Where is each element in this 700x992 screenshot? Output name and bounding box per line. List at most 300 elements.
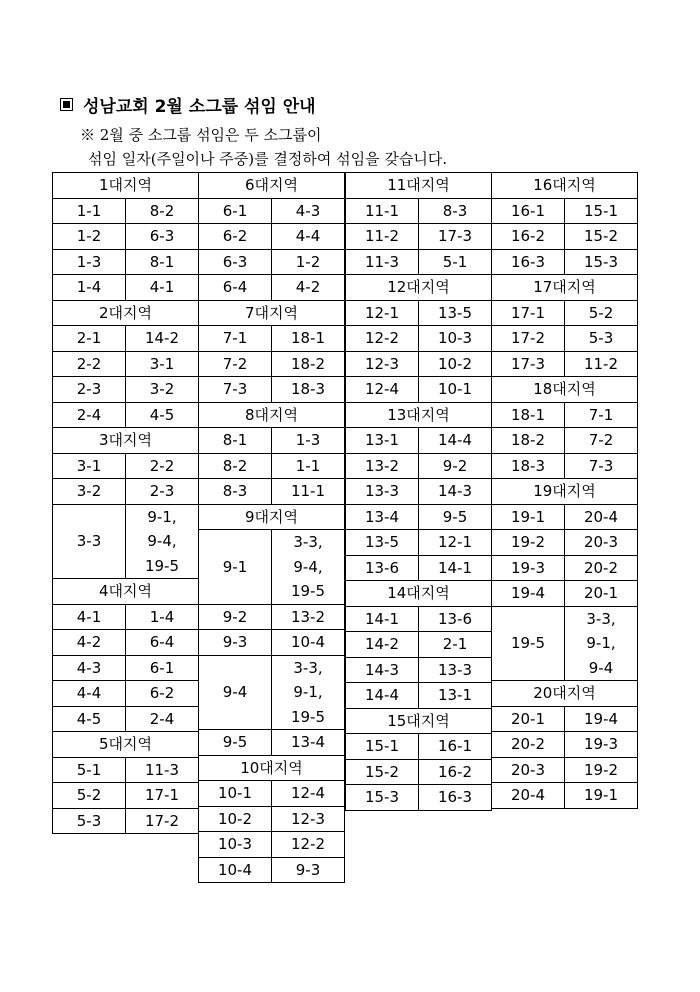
- partner-cell: [272, 806, 345, 832]
- partner-cell: [565, 300, 638, 326]
- pairing-row: [346, 785, 492, 811]
- partner-text: 13-2: [290, 607, 326, 626]
- group-cell: 1-1: [53, 198, 126, 224]
- group-cell: 20-3: [492, 757, 565, 783]
- partner-cell: [565, 504, 638, 530]
- group-cell: 11-1: [346, 198, 419, 224]
- partner-text: 14-4: [437, 431, 473, 450]
- group-cell: 10-3: [199, 832, 272, 858]
- region-header: 14대지역: [346, 581, 492, 607]
- group-cell: 7-1: [199, 326, 272, 352]
- partner-text: 1-3: [295, 431, 321, 450]
- pairing-row: [53, 198, 199, 224]
- partner-cell: [126, 630, 199, 656]
- partner-cell: [565, 581, 638, 607]
- group-cell: 11-2: [346, 224, 419, 250]
- region-header-row: [53, 579, 199, 605]
- group-cell: 10-1: [199, 781, 272, 807]
- partner-text: 9-4,: [147, 532, 177, 550]
- group-cell: 19-3: [492, 555, 565, 581]
- partner-cell: [272, 655, 345, 730]
- pairing-row: [492, 530, 638, 556]
- partner-cell: [565, 249, 638, 275]
- group-cell: 13-4: [346, 504, 419, 530]
- pairing-row: [492, 504, 638, 530]
- partner-cell: [126, 326, 199, 352]
- partner-cell: [419, 606, 492, 632]
- region-header: 15대지역: [346, 708, 492, 734]
- group-cell: 9-4: [199, 655, 272, 730]
- partner-text: 16-2: [437, 762, 473, 781]
- region-column-3: [345, 172, 492, 811]
- region-header-row: [346, 402, 492, 428]
- pairing-row: [492, 732, 638, 758]
- partner-cell: [419, 198, 492, 224]
- partner-cell: [272, 530, 345, 605]
- pairing-row: [346, 479, 492, 505]
- partner-cell: [126, 351, 199, 377]
- region-header-row: [53, 173, 199, 199]
- partner-text: 19-5: [290, 582, 326, 600]
- partner-text: 3-1: [149, 354, 175, 373]
- region-header: 6대지역: [199, 173, 345, 199]
- pairing-table: [52, 172, 199, 834]
- partner-text: 9-1,: [293, 683, 323, 701]
- partner-cell: [126, 377, 199, 403]
- region-header-row: [492, 275, 638, 301]
- partner-text: 12-3: [290, 809, 326, 828]
- group-cell: 8-2: [199, 453, 272, 479]
- group-cell: 5-1: [53, 757, 126, 783]
- partner-cell: [272, 630, 345, 656]
- group-cell: 18-3: [492, 453, 565, 479]
- pairing-row: [199, 224, 345, 250]
- group-cell: 2-3: [53, 377, 126, 403]
- partner-text: 9-3: [295, 860, 321, 879]
- group-cell: 4-1: [53, 604, 126, 630]
- region-header: 18대지역: [492, 377, 638, 403]
- pairing-row: [492, 555, 638, 581]
- partner-cell: [126, 224, 199, 250]
- partner-text: 4-4: [295, 227, 321, 246]
- partner-text: 13-3: [437, 660, 473, 679]
- pairing-row: [492, 300, 638, 326]
- pairing-row: [53, 453, 199, 479]
- partner-text: 20-1: [583, 584, 619, 603]
- partner-text: 5-3: [588, 329, 614, 348]
- partner-cell: [419, 249, 492, 275]
- square-bullet-icon: [60, 98, 73, 111]
- partner-text: 10-3: [437, 329, 473, 348]
- group-cell: 19-2: [492, 530, 565, 556]
- partner-text: 9-5: [442, 507, 468, 526]
- partner-text: 1-1: [295, 456, 321, 475]
- region-column-4: [491, 172, 638, 809]
- partner-cell: [126, 504, 199, 579]
- partner-cell: [126, 249, 199, 275]
- partner-text: 2-3: [149, 482, 175, 501]
- note-line-1: ※ 2월 중 소그룹 섞임은 두 소그룹이: [80, 126, 322, 144]
- partner-cell: [126, 402, 199, 428]
- partner-cell: [272, 428, 345, 454]
- pairing-row: [53, 681, 199, 707]
- pairing-row: [199, 275, 345, 301]
- region-header: 20대지역: [492, 681, 638, 707]
- pairing-row: [346, 555, 492, 581]
- partner-text: 9-1,: [147, 507, 177, 526]
- partner-cell: [272, 198, 345, 224]
- group-cell: 11-3: [346, 249, 419, 275]
- group-cell: 9-1: [199, 530, 272, 605]
- partner-text: 10-1: [437, 380, 473, 399]
- group-cell: 14-1: [346, 606, 419, 632]
- partner-text: 5-1: [442, 252, 468, 271]
- group-cell: 2-1: [53, 326, 126, 352]
- partner-text: 6-1: [149, 658, 175, 677]
- group-cell: 20-2: [492, 732, 565, 758]
- partner-cell: [565, 555, 638, 581]
- partner-cell: [126, 808, 199, 834]
- partner-text: 8-3: [442, 201, 468, 220]
- partner-cell: [565, 224, 638, 250]
- pairing-row: [53, 808, 199, 834]
- group-cell: 7-3: [199, 377, 272, 403]
- partner-cell: [565, 402, 638, 428]
- group-cell: 18-2: [492, 428, 565, 454]
- group-cell: 3-1: [53, 453, 126, 479]
- pairing-row: [53, 275, 199, 301]
- partner-cell: [419, 326, 492, 352]
- region-column-1: [52, 172, 199, 834]
- group-cell: 1-4: [53, 275, 126, 301]
- group-cell: 5-3: [53, 808, 126, 834]
- partner-cell: [126, 479, 199, 505]
- group-cell: 19-1: [492, 504, 565, 530]
- pairing-row: [346, 504, 492, 530]
- pairing-row: [53, 351, 199, 377]
- partner-text: 19-3: [583, 735, 619, 754]
- region-header: 12대지역: [346, 275, 492, 301]
- region-header: 2대지역: [53, 300, 199, 326]
- pairing-row: [346, 300, 492, 326]
- partner-text: 7-3: [588, 456, 614, 475]
- group-cell: 17-2: [492, 326, 565, 352]
- group-cell: 19-5: [492, 606, 565, 681]
- group-cell: 20-1: [492, 706, 565, 732]
- group-cell: 8-3: [199, 479, 272, 505]
- region-header-row: [53, 732, 199, 758]
- notice-title: 성남교회 2월 소그룹 섞임 안내: [83, 97, 316, 117]
- partner-text: 18-3: [290, 380, 326, 399]
- pairing-row: [346, 326, 492, 352]
- partner-text: 20-2: [583, 558, 619, 577]
- partner-text: 8-2: [149, 201, 175, 220]
- partner-text: 11-2: [583, 354, 619, 373]
- group-cell: 2-2: [53, 351, 126, 377]
- pairing-row: [53, 706, 199, 732]
- group-cell: 12-1: [346, 300, 419, 326]
- pairing-table: [491, 172, 638, 809]
- pairing-row: [346, 377, 492, 403]
- partner-cell: [419, 428, 492, 454]
- partner-cell: [565, 606, 638, 681]
- group-cell: 8-1: [199, 428, 272, 454]
- partner-cell: [126, 706, 199, 732]
- pairing-row: [346, 759, 492, 785]
- partner-text: 4-3: [295, 201, 321, 220]
- group-cell: 9-3: [199, 630, 272, 656]
- pairing-row: [53, 377, 199, 403]
- region-header-row: [199, 504, 345, 530]
- region-header-row: [199, 755, 345, 781]
- partner-text: 1-2: [295, 252, 321, 271]
- partner-cell: [272, 604, 345, 630]
- pairing-row: [346, 249, 492, 275]
- pairing-row: [53, 224, 199, 250]
- partner-cell: [126, 198, 199, 224]
- region-header: 13대지역: [346, 402, 492, 428]
- notice-header: [60, 92, 447, 171]
- partner-cell: [565, 706, 638, 732]
- partner-cell: [419, 300, 492, 326]
- partner-text: 4-1: [149, 278, 175, 297]
- partner-cell: [565, 198, 638, 224]
- notice-note: [60, 123, 447, 171]
- group-cell: 16-1: [492, 198, 565, 224]
- group-cell: 13-2: [346, 453, 419, 479]
- group-cell: 20-4: [492, 783, 565, 809]
- partner-text: 2-4: [149, 709, 175, 728]
- partner-text: 15-1: [583, 201, 619, 220]
- group-cell: 16-3: [492, 249, 565, 275]
- partner-text: 16-3: [437, 788, 473, 807]
- pairing-row: [53, 757, 199, 783]
- partner-text: 2-1: [442, 635, 468, 654]
- partner-cell: [565, 351, 638, 377]
- region-header: 8대지역: [199, 402, 345, 428]
- pairing-row: [346, 198, 492, 224]
- group-cell: 3-2: [53, 479, 126, 505]
- partner-text: 7-1: [588, 405, 614, 424]
- partner-cell: [419, 224, 492, 250]
- pairing-row: [199, 806, 345, 832]
- partner-cell: [126, 275, 199, 301]
- group-cell: 17-1: [492, 300, 565, 326]
- group-cell: 13-3: [346, 479, 419, 505]
- pairing-row: [199, 604, 345, 630]
- group-cell: 14-4: [346, 683, 419, 709]
- partner-text: 4-2: [295, 278, 321, 297]
- region-header-row: [53, 428, 199, 454]
- region-header-row: [199, 300, 345, 326]
- pairing-row: [199, 198, 345, 224]
- pairing-row: [492, 224, 638, 250]
- region-header: 7대지역: [199, 300, 345, 326]
- pairing-table: [198, 172, 345, 883]
- group-cell: 14-2: [346, 632, 419, 658]
- partner-cell: [419, 530, 492, 556]
- region-column-2: [198, 172, 345, 883]
- partner-cell: [565, 428, 638, 454]
- pairing-row: [492, 402, 638, 428]
- pairing-row: [492, 428, 638, 454]
- pairing-row: [199, 730, 345, 756]
- pairing-row: [199, 377, 345, 403]
- group-cell: 2-4: [53, 402, 126, 428]
- group-cell: 6-1: [199, 198, 272, 224]
- region-header-row: [492, 479, 638, 505]
- partner-text: 2-2: [149, 456, 175, 475]
- pairing-row: [346, 606, 492, 632]
- partner-text: 19-5: [144, 556, 180, 575]
- partner-cell: [272, 781, 345, 807]
- partner-cell: [419, 555, 492, 581]
- partner-text: 17-1: [144, 786, 180, 805]
- pairing-row: [199, 428, 345, 454]
- partner-cell: [419, 377, 492, 403]
- group-cell: 9-2: [199, 604, 272, 630]
- partner-cell: [272, 857, 345, 883]
- partner-text: 9-1,: [586, 634, 616, 652]
- partner-cell: [565, 732, 638, 758]
- partner-text: 3-3,: [293, 658, 323, 677]
- region-header: 3대지역: [53, 428, 199, 454]
- partner-text: 12-2: [290, 835, 326, 854]
- region-header: 1대지역: [53, 173, 199, 199]
- partner-text: 3-3,: [586, 609, 616, 628]
- group-cell: 18-1: [492, 402, 565, 428]
- partner-text: 10-2: [437, 354, 473, 373]
- partner-cell: [565, 757, 638, 783]
- region-header: 10대지역: [199, 755, 345, 781]
- pairing-row: [492, 453, 638, 479]
- group-cell: 12-2: [346, 326, 419, 352]
- group-cell: 15-2: [346, 759, 419, 785]
- partner-cell: [565, 530, 638, 556]
- partner-cell: [126, 655, 199, 681]
- group-cell: 15-1: [346, 734, 419, 760]
- pairing-row: [199, 857, 345, 883]
- partner-text: 11-1: [290, 482, 326, 501]
- partner-text: 7-2: [588, 431, 614, 450]
- partner-cell: [272, 479, 345, 505]
- region-header: 16대지역: [492, 173, 638, 199]
- partner-text: 13-5: [437, 303, 473, 322]
- pairing-row: [199, 781, 345, 807]
- pairing-row: [346, 657, 492, 683]
- partner-cell: [272, 275, 345, 301]
- pairing-row: [346, 351, 492, 377]
- partner-cell: [419, 683, 492, 709]
- partner-text: 13-6: [437, 609, 473, 628]
- pairing-row: [346, 734, 492, 760]
- partner-text: 14-2: [144, 329, 180, 348]
- region-header: 5대지역: [53, 732, 199, 758]
- region-header-row: [492, 681, 638, 707]
- pairing-row: [346, 428, 492, 454]
- partner-text: 11-3: [144, 760, 180, 779]
- region-header-row: [346, 581, 492, 607]
- region-header: 9대지역: [199, 504, 345, 530]
- partner-text: 6-3: [149, 227, 175, 246]
- partner-text: 20-4: [583, 507, 619, 526]
- group-cell: 1-3: [53, 249, 126, 275]
- partner-text: 10-4: [290, 633, 326, 652]
- pairing-row: [346, 530, 492, 556]
- pairing-row: [492, 326, 638, 352]
- pairing-row: [199, 630, 345, 656]
- group-cell: 14-3: [346, 657, 419, 683]
- partner-cell: [272, 351, 345, 377]
- partner-text: 19-1: [583, 786, 619, 805]
- partner-cell: [126, 757, 199, 783]
- partner-text: 19-2: [583, 760, 619, 779]
- pairing-row: [53, 402, 199, 428]
- group-cell: 4-2: [53, 630, 126, 656]
- partner-cell: [419, 657, 492, 683]
- partner-text: 13-1: [437, 686, 473, 705]
- partner-cell: [272, 377, 345, 403]
- region-header-row: [492, 377, 638, 403]
- group-cell: 7-2: [199, 351, 272, 377]
- partner-text: 15-3: [583, 252, 619, 271]
- partner-text: 16-1: [437, 737, 473, 756]
- partner-text: 3-2: [149, 380, 175, 399]
- partner-text: 6-4: [149, 633, 175, 652]
- partner-cell: [419, 632, 492, 658]
- partner-cell: [419, 453, 492, 479]
- partner-text: 19-5: [290, 707, 326, 726]
- pairing-row: [53, 783, 199, 809]
- region-header-row: [346, 708, 492, 734]
- partner-text: 12-1: [437, 533, 473, 552]
- pairing-row: [492, 581, 638, 607]
- group-cell: 12-4: [346, 377, 419, 403]
- partner-text: 6-2: [149, 684, 175, 703]
- group-cell: 13-5: [346, 530, 419, 556]
- pairing-row: [492, 706, 638, 732]
- partner-text: 1-4: [149, 607, 175, 626]
- partner-text: 3-3,: [293, 533, 323, 551]
- pairing-row: [199, 453, 345, 479]
- pairing-row: [492, 757, 638, 783]
- region-header-row: [53, 300, 199, 326]
- partner-cell: [565, 326, 638, 352]
- pairing-row: [492, 249, 638, 275]
- pairing-table: [345, 172, 492, 811]
- group-cell: 1-2: [53, 224, 126, 250]
- partner-cell: [126, 681, 199, 707]
- partner-text: 13-4: [290, 733, 326, 752]
- partner-cell: [272, 224, 345, 250]
- partner-text: 17-2: [144, 811, 180, 830]
- pairing-row: [199, 249, 345, 275]
- partner-text: 19-4: [583, 709, 619, 728]
- pairing-row: [199, 351, 345, 377]
- partner-cell: [272, 249, 345, 275]
- pairing-row: [346, 453, 492, 479]
- partner-cell: [565, 453, 638, 479]
- region-header-row: [199, 402, 345, 428]
- pairing-row: [492, 351, 638, 377]
- partner-text: 9-4: [588, 658, 614, 677]
- notice-title-row: [60, 92, 447, 117]
- group-cell: 10-4: [199, 857, 272, 883]
- pairing-row: [53, 326, 199, 352]
- partner-text: 9-2: [442, 456, 468, 475]
- pairing-row: [346, 224, 492, 250]
- partner-cell: [126, 604, 199, 630]
